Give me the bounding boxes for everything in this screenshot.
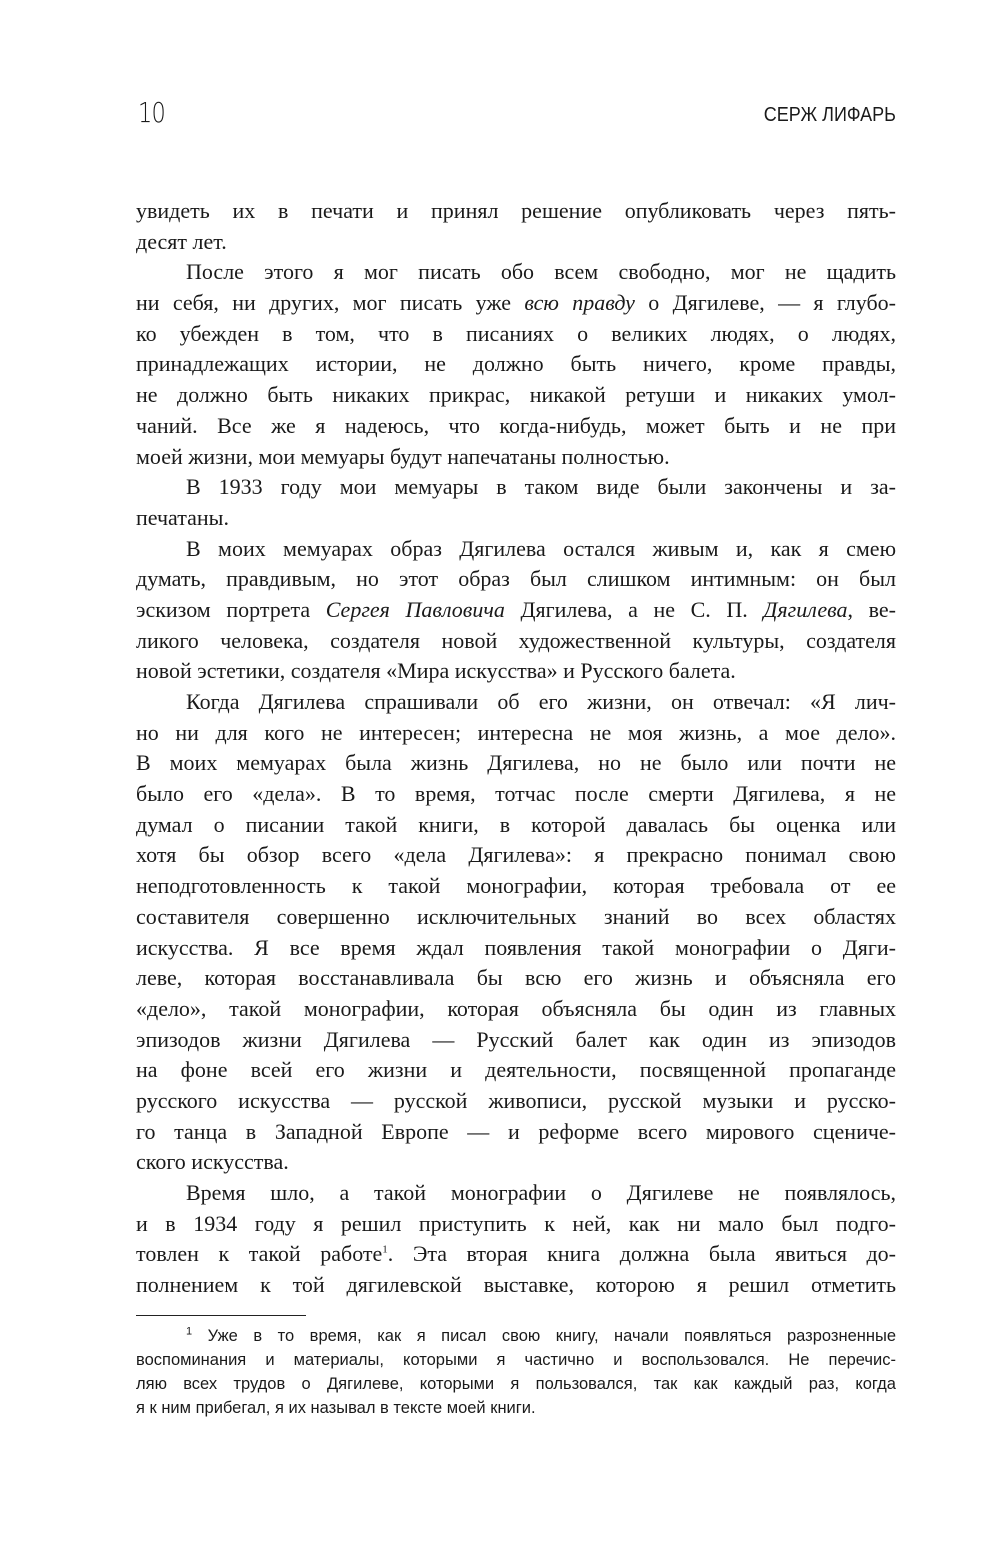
- text-segment: леве, которая восстанавливала бы всю его жизнь и объясняла его: [136, 965, 896, 991]
- footnote-marker: 1: [186, 1325, 193, 1338]
- text-line: [136, 1372, 896, 1396]
- text-segment: думать, правдивым, но этот образ был слишком интимным: он был: [136, 566, 896, 592]
- text-segment: десят лет.: [136, 228, 227, 254]
- text-line: [136, 564, 896, 595]
- text-line: [136, 933, 896, 964]
- text-segment: хотя бы обзор всего «дела Дягилева»: я прекрасно понимал свою: [136, 842, 896, 868]
- text-line: [136, 779, 896, 810]
- text-line: [136, 503, 896, 534]
- body-text: [136, 196, 896, 1301]
- text-segment: ляю всех трудов о Дягилеве, которыми я пользовался, так как каждый раз, когда: [136, 1375, 896, 1393]
- paragraph: [136, 196, 896, 257]
- text-segment: Дягилева: [763, 596, 848, 622]
- text-segment: и в 1934 году я решил приступить к ней, как ни мало был подго-: [136, 1210, 896, 1236]
- text-line: [136, 288, 896, 319]
- text-segment: Дягилева, а не С. П.: [504, 596, 764, 622]
- text-line: [136, 1396, 896, 1420]
- text-line: [136, 748, 896, 779]
- text-line: [136, 1086, 896, 1117]
- text-segment: эпизодов жизни Дягилева — Русский балет как один из эпизодов: [136, 1026, 896, 1052]
- text-segment: составителя совершенно исключительных знаний во всех областях: [136, 903, 896, 929]
- text-segment: о Дягилеве, — я глубо-: [634, 290, 896, 316]
- text-line: [136, 442, 896, 473]
- text-segment: на фоне всей его жизни и деятельности, посвященной пропаганде: [136, 1057, 896, 1083]
- text-segment: полнением к той дягилевской выставке, которою я решил отметить: [136, 1272, 896, 1298]
- text-segment: го танца в Западной Европе — и реформе всего мирового сцениче-: [136, 1118, 896, 1144]
- text-line: [136, 1117, 896, 1148]
- text-line: [136, 1209, 896, 1240]
- paragraph: [136, 1178, 896, 1301]
- text-line: [136, 380, 896, 411]
- text-segment: В 1933 году мои мемуары в таком виде были закончены и за-: [186, 474, 896, 500]
- text-segment: Время шло, а такой монографии о Дягилеве не появлялось,: [186, 1180, 896, 1205]
- text-segment: эскизом портрета: [136, 596, 326, 622]
- text-segment: ко убежден в том, что в писаниях о великих людях, о людях,: [136, 320, 896, 346]
- text-line: [136, 1239, 896, 1270]
- text-segment: русского искусства — русской живописи, русской музыки и русско-: [136, 1087, 896, 1113]
- text-line: [136, 595, 896, 626]
- text-segment: чаний. Все же я надеюсь, что когда-нибудь, может быть и не при: [136, 412, 896, 438]
- text-line: [136, 534, 896, 565]
- text-segment: неподготовленность к такой монографии, которая требовала от ее: [136, 873, 896, 899]
- text-line: [136, 227, 896, 258]
- text-segment: увидеть их в печати и принял решение опубликовать через пять-: [136, 198, 896, 223]
- text-segment: ликого человека, создателя новой художественной культуры, создателя: [136, 627, 896, 653]
- text-line: [136, 994, 896, 1025]
- footnote-marker: 1: [382, 1244, 388, 1257]
- paragraph: [136, 534, 896, 687]
- text-line: [136, 1348, 896, 1372]
- running-title: СЕРЖ ЛИФАРЬ: [763, 104, 896, 126]
- text-segment: , ве-: [847, 596, 896, 622]
- text-line: [136, 1324, 896, 1348]
- text-segment: «дело», такой монографии, которая объясняла бы один из главных: [136, 995, 896, 1021]
- text-line: [136, 963, 896, 994]
- text-line: [136, 1147, 896, 1178]
- text-line: [136, 1178, 896, 1209]
- text-line: [136, 196, 896, 227]
- page-number: 10: [138, 96, 165, 129]
- footnote-divider: [136, 1315, 306, 1316]
- text-line: [136, 319, 896, 350]
- text-line: [136, 1055, 896, 1086]
- text-line: [136, 718, 896, 749]
- text-segment: принадлежащих истории, не должно быть ничего, кроме правды,: [136, 351, 896, 377]
- text-segment: искусства. Я все время ждал появления такой монографии о Дяги-: [136, 934, 896, 960]
- text-line: [136, 1025, 896, 1056]
- text-segment: . Эта вторая книга должна была явиться до-: [387, 1241, 896, 1267]
- text-segment: Сергея Павловича: [325, 596, 505, 622]
- text-line: [136, 840, 896, 871]
- paragraph: [136, 472, 896, 533]
- text-line: [136, 349, 896, 380]
- text-line: [136, 902, 896, 933]
- text-segment: воспоминания и материалы, которыми я частично и воспользовался. Не перечис-: [136, 1351, 896, 1369]
- text-segment: я к ним прибегал, я их называл в тексте моей книги.: [136, 1399, 536, 1417]
- text-segment: товлен к такой работе: [136, 1241, 383, 1267]
- text-segment: моей жизни, мои мемуары будут напечатаны полностью.: [136, 443, 670, 469]
- text-segment: новой эстетики, создателя «Мира искусства» и Русского балета.: [136, 658, 736, 684]
- text-line: [136, 411, 896, 442]
- text-segment: думал о писании такой книги, в которой давалась бы оценка или: [136, 811, 896, 837]
- text-line: [136, 626, 896, 657]
- text-segment: не должно быть никаких прикрас, никакой ретуши и никаких умол-: [136, 382, 896, 408]
- footnote: [136, 1324, 896, 1420]
- text-segment: печатаны.: [136, 504, 229, 530]
- text-line: [136, 257, 896, 288]
- text-segment: было его «дела». В то время, тотчас после смерти Дягилева, я не: [136, 781, 896, 807]
- text-line: [136, 656, 896, 687]
- text-line: [136, 1270, 896, 1301]
- text-segment: ни себя, ни других, мог писать уже: [136, 290, 525, 316]
- text-line: [136, 687, 896, 718]
- text-line: [136, 810, 896, 841]
- text-segment: В моих мемуарах была жизнь Дягилева, но не было или почти не: [136, 750, 896, 776]
- paragraph: [136, 687, 896, 1178]
- text-line: [136, 871, 896, 902]
- text-segment: ского искусства.: [136, 1149, 289, 1175]
- text-segment: Уже в то время, как я писал свою книгу, начали появляться разрозненные: [192, 1327, 896, 1345]
- text-segment: но ни для кого не интересен; интересна не моя жизнь, а мое дело».: [136, 719, 896, 745]
- text-line: [136, 472, 896, 503]
- text-segment: Когда Дягилева спрашивали об его жизни, он отвечал: «Я лич-: [186, 689, 896, 714]
- paragraph: [136, 257, 896, 472]
- text-segment: всю правду: [524, 290, 635, 316]
- text-segment: В моих мемуарах образ Дягилева остался живым и, как я смею: [186, 535, 896, 561]
- text-segment: После этого я мог писать обо всем свободно, мог не щадить: [186, 259, 896, 285]
